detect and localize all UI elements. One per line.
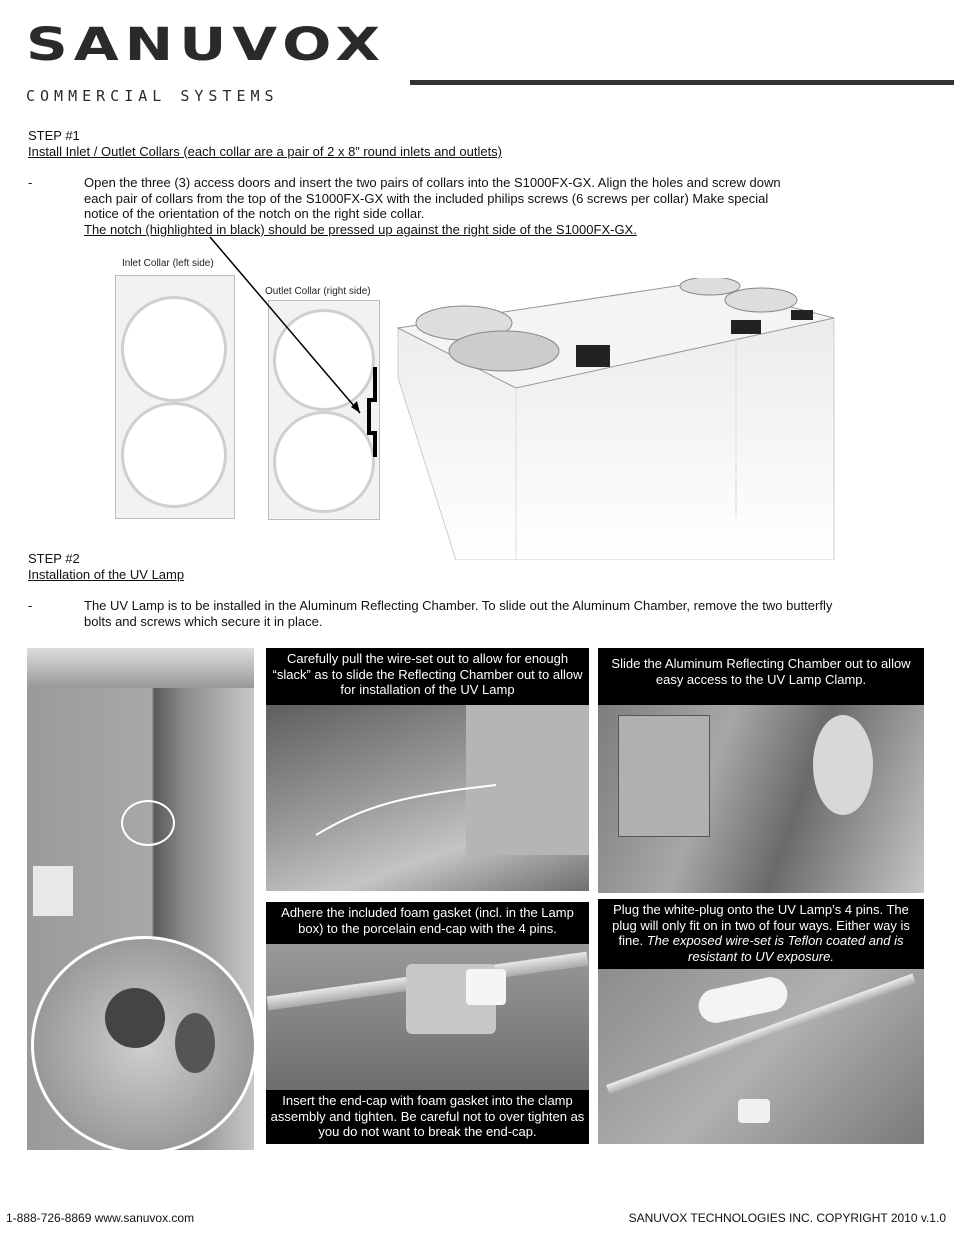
photo-wire-set [266, 705, 589, 891]
caption-wire-set: Carefully pull the wire-set out to allow for enough “slack” as to slide the Reflecting Chamber out to allow for installation of the UV Lamp [266, 648, 589, 705]
inlet-collar-label: Inlet Collar (left side) [122, 258, 214, 269]
outlet-collar-label: Outlet Collar (right side) [265, 286, 371, 297]
step1-title: Install Inlet / Outlet Collars (each collar are a pair of 2 x 8” round inlets and outlets) [28, 144, 503, 159]
notch-arrow [200, 235, 375, 425]
caption-white-plug-text: Plug the white-plug onto the UV Lamp’s 4 pins. The plug will only fit on in two of four ways. Either way is fine. [612, 902, 910, 948]
photo-clamp [266, 944, 589, 1090]
step2-line-2: bolts and screws which secure it in place. [84, 614, 323, 629]
step1-bullet: - [28, 175, 33, 190]
caption-reflecting-chamber: Slide the Aluminum Reflecting Chamber out to allow easy access to the UV Lamp Clamp. [598, 648, 924, 705]
wire-icon [306, 765, 506, 845]
unit-s1000fx-image [396, 278, 836, 560]
step2-line-1: The UV Lamp is to be installed in the Aluminum Reflecting Chamber. To slide out the Aluminum Chamber, remove the two butterfly [84, 598, 833, 613]
step2-label: STEP #2 [28, 551, 80, 566]
caption-end-cap: Insert the end-cap with foam gasket into the clamp assembly and tighten. Be careful not to over tighten as you do not want to break the end-cap. [266, 1090, 589, 1144]
step1-label: STEP #1 [28, 128, 80, 143]
footer-copyright: SANUVOX TECHNOLOGIES INC. COPYRIGHT 2010 v.1.0 [628, 1211, 946, 1225]
photo-reflecting-chamber [598, 705, 924, 893]
photo-white-plug [598, 969, 924, 1144]
logo-subtitle: COMMERCIAL SYSTEMS [26, 87, 279, 105]
photo-butterfly-bolt [27, 648, 254, 1150]
sanuvox-logo: SANUVOX [26, 18, 387, 72]
step2-title: Installation of the UV Lamp [28, 567, 185, 582]
step1-line-1: Open the three (3) access doors and insert the two pairs of collars into the S1000FX-GX. Align the holes and screw down [84, 175, 781, 190]
step1-line-4: The notch (highlighted in black) should be pressed up against the right side of the S1000FX-GX. [84, 222, 637, 237]
step1-line-2: each pair of collars from the top of the S1000FX-GX with the included philips screws (6 screws per collar) Make special [84, 191, 769, 206]
caption-foam-gasket: Adhere the included foam gasket (incl. in the Lamp box) to the porcelain end-cap with the 4 pins. [266, 902, 589, 944]
footer-contact: 1-888-726-8869 www.sanuvox.com [6, 1211, 195, 1225]
caption-white-plug-note: The exposed wire-set is Teflon coated and is resistant to UV exposure. [646, 933, 904, 964]
header-rule [410, 80, 954, 85]
step1-line-3: notice of the orientation of the notch on the right side collar. [84, 206, 425, 221]
step2-bullet: - [28, 598, 33, 613]
caption-white-plug [598, 899, 924, 969]
